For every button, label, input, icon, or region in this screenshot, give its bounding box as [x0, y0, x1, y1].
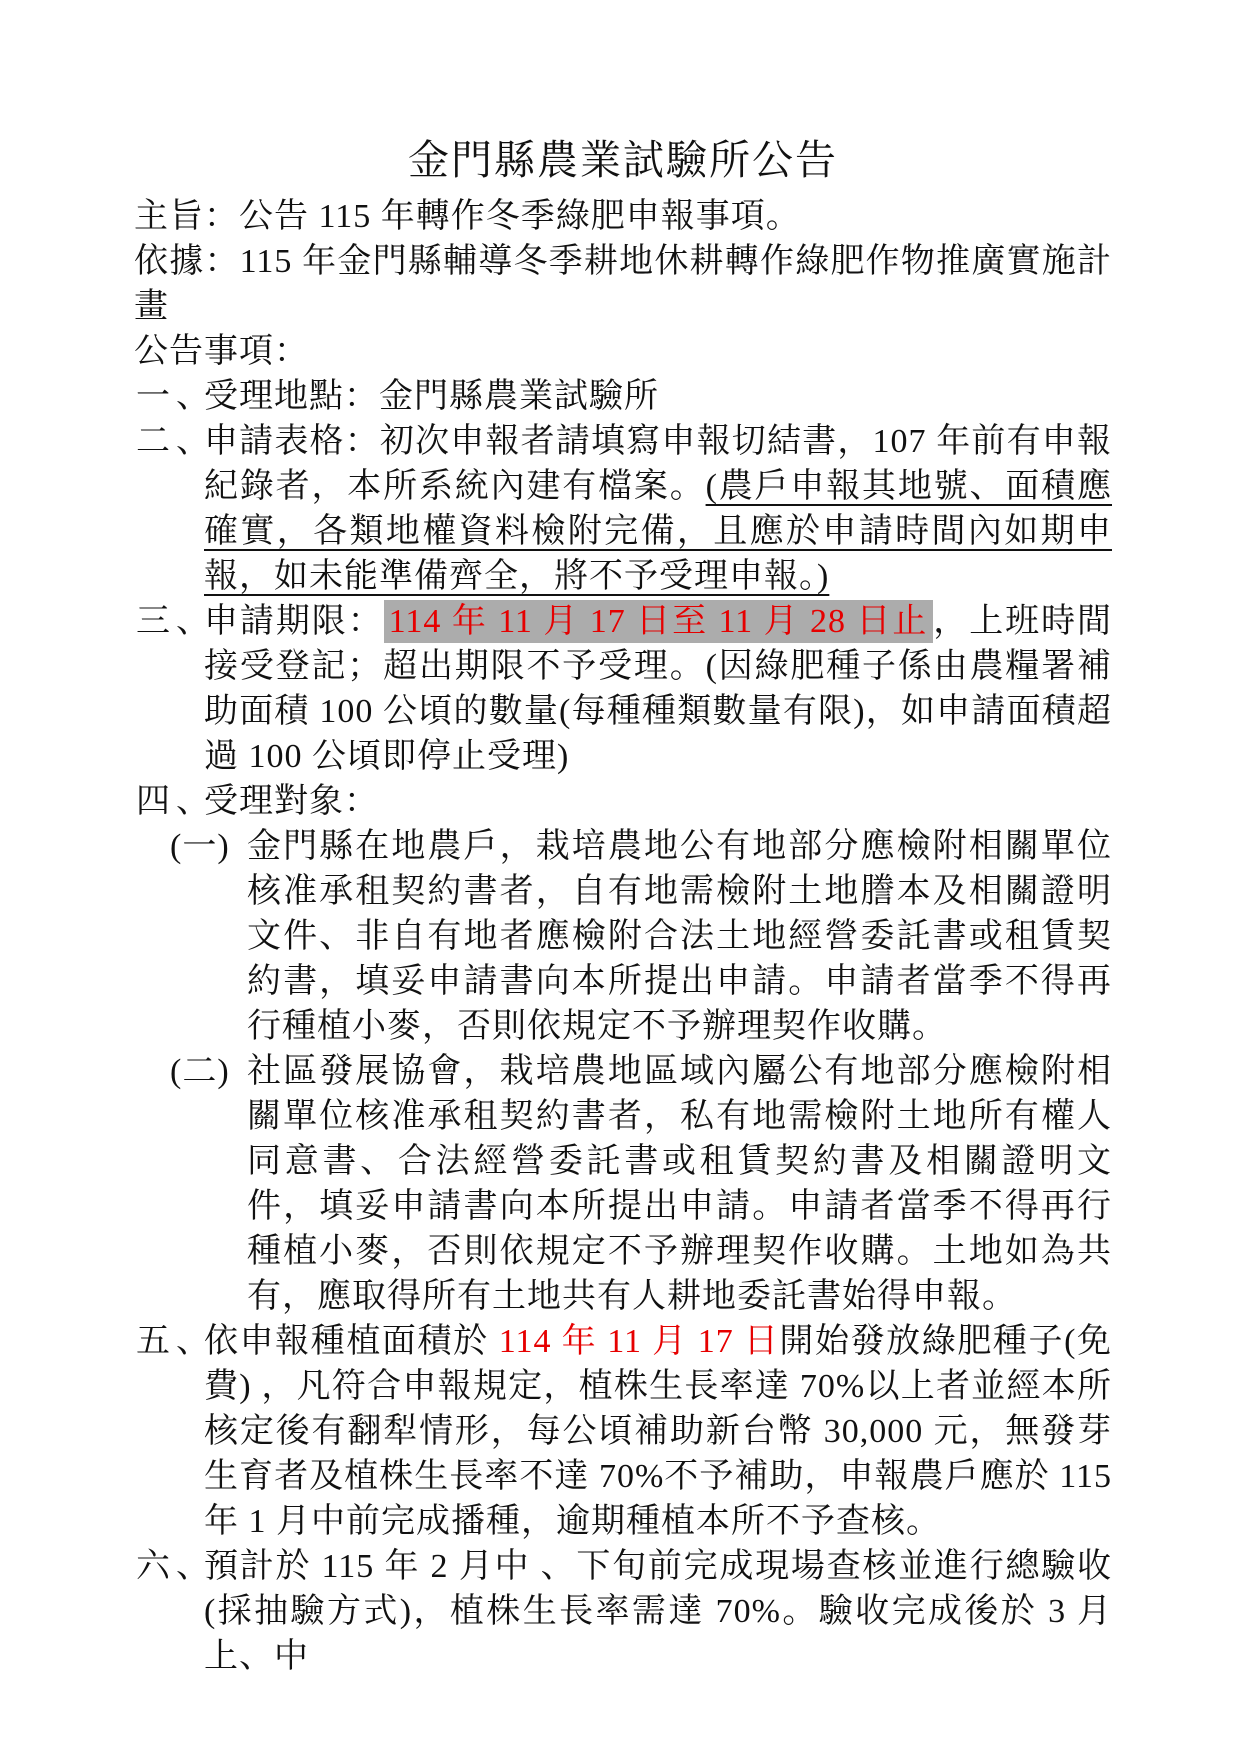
basis-line: 依據：115 年金門縣輔導冬季耕地休耕轉作綠肥作物推廣實施計畫: [134, 243, 1112, 325]
item-5-text-rest: 開始發放綠肥種子(免費) ，凡符合申報規定，植株生長率達 70%以上者並經本所核定後有翻犁情形，每公頃補助新台幣 30,000 元，無發芽生育者及植株生長率不達 70%不予補助，申報農戶應於 115 年 1 月中前完成播種，逾期種植本所不予查核。: [204, 1323, 1113, 1540]
item-2-text-normal: 申請表格：初次申報者請填寫申報切結書，107 年前有申報紀錄者，本所系統內建有檔案。: [204, 423, 1112, 505]
item-6-text: 預計於 115 年 2 月中 、下旬前完成現場查核並進行總驗收(採抽驗方式)，植株生長率需達 70%。驗收完成後於 3 月上、中: [204, 1548, 1112, 1675]
item-4-sub-2-community-associations: [170, 1049, 1112, 1319]
item-4-sub-1-local-farmers: [170, 824, 1112, 1049]
item-4-number: 四、: [136, 783, 216, 820]
item-4-text: 受理對象：: [204, 783, 379, 820]
item-5-red-date: 114 年 11 月 17 日: [498, 1323, 780, 1360]
item-3-application-period: [134, 599, 1112, 779]
highlighted-period-dates: 114 年 11 月 17 日至 11 月 28 日止: [384, 600, 934, 643]
item-5-seed-distribution: [134, 1319, 1112, 1544]
item-1-number: 一、: [136, 378, 216, 415]
item-4-sub-1-number: (一): [170, 828, 230, 865]
item-3-label: 申請期限：: [204, 603, 384, 640]
announcement-lead: 公告事項：: [134, 333, 309, 370]
item-5-number: 五、: [136, 1323, 216, 1360]
item-3-text-rest: ，上班時間接受登記；超出期限不予受理。(因綠肥種子係由農糧署補助面積 100 公頃的數量(每種種類數量有限)，如申請面積超過 100 公頃即停止受理): [204, 603, 1113, 775]
item-4-sub-2-number: (二): [170, 1053, 230, 1090]
item-2-text: [204, 419, 1112, 599]
item-3-number: 三、: [136, 603, 216, 640]
item-2-number: 二、: [136, 423, 216, 460]
item-4-sub-1-text: 金門縣在地農戶，栽培農地公有地部分應檢附相關單位核准承租契約書者，自有地需檢附土地謄本及相關證明文件、非自有地者應檢附合法土地經營委託書或租賃契約書，填妥申請書向本所提出申請。申請者當季不得再行種植小麥，否則依規定不予辦理契作收購。: [247, 828, 1112, 1045]
item-1-location: [134, 374, 1112, 419]
item-3-text: [204, 599, 1112, 779]
subject-line: 主旨：公告 115 年轉作冬季綠肥申報事項。: [134, 198, 801, 235]
item-2-underlined-note: (農戶申報其地號、面積應確實，各類地權資料檢附完備，且應於申請時間內如期申報，如未能準備齊全，將不予受理申報。): [204, 468, 1112, 595]
item-4-eligible-applicants: [134, 779, 1112, 824]
item-1-text: 受理地點：金門縣農業試驗所: [204, 378, 659, 415]
item-2-application-form: [134, 419, 1112, 599]
item-6-number: 六、: [136, 1548, 216, 1585]
item-5-text-pre: 依申報種植面積於: [204, 1323, 499, 1360]
item-6-inspection-schedule: [134, 1544, 1112, 1679]
item-4-sub-2-text: 社區發展協會，栽培農地區域內屬公有地部分應檢附相關單位核准承租契約書者，私有地需檢附土地所有權人同意書、合法經營委託書或租賃契約書及相關證明文件，填妥申請書向本所提出申請。申請者當季不得再行種植小麥，否則依規定不予辦理契作收購。土地如為共有，應取得所有土地共有人耕地委託書始得申報。: [247, 1053, 1112, 1315]
document-title: 金門縣農業試驗所公告: [408, 137, 838, 183]
item-5-text: [204, 1319, 1112, 1544]
